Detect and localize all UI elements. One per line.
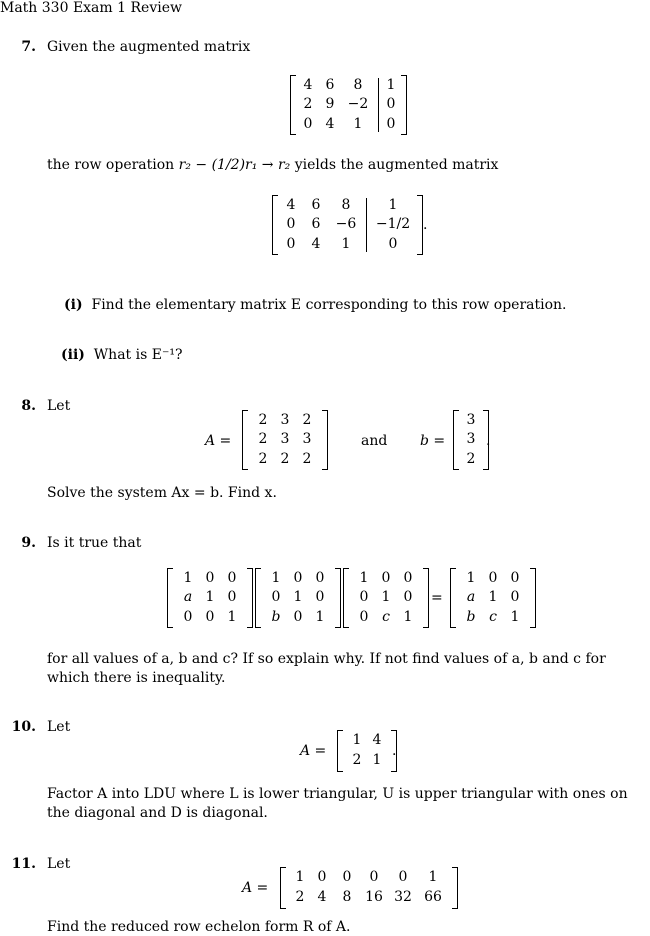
part-i-label: (i) <box>64 297 83 313</box>
p8-b-cell: 2 <box>466 450 476 467</box>
p9-m1-cell: 0 <box>227 589 237 606</box>
problem-9-matrix-4 <box>450 568 536 628</box>
problem-11-intro: Let <box>47 856 71 872</box>
part-ii-label: (ii) <box>61 347 85 363</box>
problem-7-part-i <box>64 297 567 314</box>
p10-a-cell: 2 <box>352 752 362 768</box>
problem-9-matrix-3 <box>343 568 429 628</box>
p8-a-cell: 3 <box>280 412 290 428</box>
p9-m4-cell: b <box>466 608 476 625</box>
p9-m1-cell: 1 <box>205 589 215 606</box>
p9-m4-cell: 1 <box>466 570 476 586</box>
p9-m4-cell: 1 <box>488 589 498 606</box>
p9-m1-cell: 0 <box>205 570 215 586</box>
p7-m2-right-cell: −1/2 <box>375 216 411 233</box>
p9-m3-cell: 1 <box>403 608 413 625</box>
p7-m2-left-cell: 8 <box>341 197 351 213</box>
p9-m1-cell: 0 <box>183 608 193 625</box>
p11-a-cell: 16 <box>365 889 383 905</box>
p10-a-cell: 4 <box>372 732 382 748</box>
p8-a-cell: 2 <box>302 450 312 467</box>
p8-a-cell: 3 <box>280 431 290 448</box>
p11-a-cell: 66 <box>424 889 442 905</box>
p9-m3-cell: 1 <box>359 570 369 586</box>
problem-9-matrix-1 <box>167 568 253 628</box>
p9-m1-cell: 0 <box>227 570 237 586</box>
p7-m1-left-cell: 4 <box>303 77 313 93</box>
p11-a-cell: 1 <box>428 869 438 885</box>
p9-m2-cell: b <box>271 608 281 625</box>
p10-a-cell: 1 <box>352 732 362 748</box>
p9-m2-cell: 1 <box>315 608 325 625</box>
p9-m4-cell: 0 <box>510 570 520 586</box>
problem-7-number: 7. <box>21 39 36 55</box>
p7-m2-left-cell: 4 <box>311 235 321 252</box>
p7-m2-left-cell: 6 <box>311 197 321 213</box>
p9-m2-cell: 0 <box>293 570 303 586</box>
problem-8-vector-b <box>453 410 489 470</box>
p11-a-cell: 0 <box>342 869 352 885</box>
p7-m1-left-cell: 8 <box>353 77 363 93</box>
row-op-prefix: the row operation <box>47 157 175 173</box>
p7-m1-left-cell: −2 <box>347 96 369 113</box>
p11-a-cell: 2 <box>295 889 305 905</box>
p9-m1-cell: 1 <box>183 570 193 586</box>
p7-m2-right-cell: 1 <box>388 197 398 213</box>
problem-11-a-label: A = <box>242 880 269 896</box>
problem-9-equals: = <box>431 590 443 606</box>
problem-10-number: 10. <box>11 719 36 735</box>
p9-m3-cell: 0 <box>381 570 391 586</box>
p8-a-cell: 2 <box>280 450 290 467</box>
p9-m2-cell: 1 <box>271 570 281 586</box>
problem-10-period: . <box>392 743 397 759</box>
p11-a-cell: 0 <box>317 869 327 885</box>
problem-11-number: 11. <box>11 856 36 872</box>
p8-a-cell: 2 <box>258 431 268 448</box>
p8-a-cell: 2 <box>258 412 268 428</box>
matrix-2-period: . <box>423 217 428 233</box>
problem-11-matrix-a <box>280 867 458 909</box>
problem-9-number: 9. <box>21 535 36 551</box>
row-op-expression: r₂ − (1/2)r₁ → r₂ <box>178 157 291 173</box>
p8-a-cell: 3 <box>302 431 312 448</box>
part-ii-text: What is E⁻¹? <box>93 347 183 363</box>
p9-m2-cell: 0 <box>271 589 281 606</box>
p7-m1-right-cell: 1 <box>386 77 396 93</box>
problem-8-period: . <box>486 433 491 449</box>
p8-a-cell: 2 <box>302 412 312 428</box>
p8-b-cell: 3 <box>466 431 476 448</box>
p9-m2-cell: 0 <box>315 589 325 606</box>
p8-a-cell: 2 <box>258 450 268 467</box>
problem-10-a-label: A = <box>300 743 327 759</box>
p9-m2-cell: 0 <box>293 608 303 625</box>
p9-m4-cell: 0 <box>488 570 498 586</box>
problem-8-a-label: A = <box>205 433 232 449</box>
p9-m1-cell: 0 <box>205 608 215 625</box>
p9-m2-cell: 1 <box>293 589 303 606</box>
problem-7-matrix-2 <box>272 195 423 255</box>
p11-a-cell: 8 <box>342 889 352 905</box>
p8-b-cell: 3 <box>466 412 476 428</box>
problem-10-matrix-a <box>337 730 397 772</box>
p9-m3-cell: 0 <box>359 608 369 625</box>
problem-8-number: 8. <box>21 398 36 414</box>
problem-10-line-1: Factor A into LDU where L is lower triangular, U is upper triangular with ones on <box>47 786 628 802</box>
p7-m2-left-cell: 6 <box>311 216 321 233</box>
p11-a-cell: 0 <box>369 869 379 885</box>
part-i-text: Find the elementary matrix E corresponding to this row operation. <box>91 297 567 313</box>
problem-8-b-label: b = <box>420 433 446 449</box>
p9-m1-cell: a <box>183 589 193 606</box>
p9-m3-cell: 0 <box>359 589 369 606</box>
p7-m1-right-cell: 0 <box>386 96 396 113</box>
p11-a-cell: 32 <box>394 889 412 905</box>
p7-m2-left-cell: −6 <box>335 216 357 233</box>
p9-m4-cell: 1 <box>510 608 520 625</box>
p9-m3-cell: 0 <box>403 589 413 606</box>
p7-m1-left-cell: 6 <box>325 77 335 93</box>
problem-7-part-ii <box>61 347 182 364</box>
page-header: Math 330 Exam 1 Review <box>0 0 182 16</box>
problem-7-intro: Given the augmented matrix <box>47 39 251 55</box>
p9-m3-cell: 1 <box>381 589 391 606</box>
p7-m1-right-cell: 0 <box>386 115 396 132</box>
problem-7-matrix-1 <box>290 75 407 135</box>
problem-10-line-2: the diagonal and D is diagonal. <box>47 805 268 821</box>
problem-9-intro: Is it true that <box>47 535 142 551</box>
p7-m1-left-cell: 9 <box>325 96 335 113</box>
p7-m2-left-cell: 1 <box>341 235 351 252</box>
p9-m4-cell: 0 <box>510 589 520 606</box>
row-op-suffix: yields the augmented matrix <box>294 157 499 173</box>
p7-m2-left-cell: 4 <box>286 197 296 213</box>
p7-m2-left-cell: 0 <box>286 216 296 233</box>
problem-11-text: Find the reduced row echelon form R of A. <box>47 919 351 935</box>
p7-m1-left-cell: 0 <box>303 115 313 132</box>
p9-m3-cell: c <box>382 608 390 625</box>
p9-m4-cell: c <box>489 608 497 625</box>
problem-8-intro: Let <box>47 398 71 414</box>
p11-a-cell: 0 <box>398 869 408 885</box>
problem-10-intro: Let <box>47 719 71 735</box>
p9-m1-cell: 1 <box>227 608 237 625</box>
p7-m1-left-cell: 1 <box>353 115 363 132</box>
p7-m1-left-cell: 4 <box>325 115 335 132</box>
p10-a-cell: 1 <box>372 752 382 768</box>
p9-m2-cell: 0 <box>315 570 325 586</box>
problem-8-and: and <box>361 433 388 449</box>
p11-a-cell: 4 <box>317 889 327 905</box>
problem-9-line-2: which there is inequality. <box>47 670 226 686</box>
p7-m2-right-cell: 0 <box>388 235 398 252</box>
problem-9-matrix-2 <box>255 568 341 628</box>
p7-m1-left-cell: 2 <box>303 96 313 113</box>
problem-9-line-1: for all values of a, b and c? If so explain why. If not find values of a, b and c for <box>47 651 606 667</box>
p9-m3-cell: 0 <box>403 570 413 586</box>
problem-8-text: Solve the system Ax = b. Find x. <box>47 485 277 501</box>
p7-m2-left-cell: 0 <box>286 235 296 252</box>
problem-7-row-op-line <box>47 157 498 174</box>
p11-a-cell: 1 <box>295 869 305 885</box>
problem-8-matrix-a <box>242 410 328 470</box>
p9-m4-cell: a <box>466 589 476 606</box>
